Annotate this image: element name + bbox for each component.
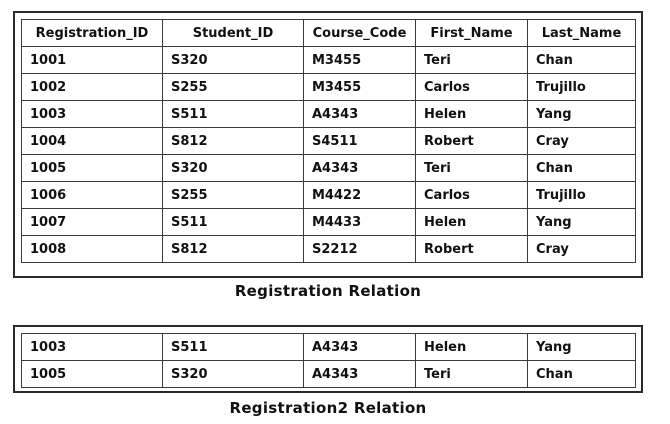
table-row	[22, 236, 636, 263]
cell-last-name: Chan	[528, 361, 636, 388]
column-header-first-name: First_Name	[416, 20, 528, 47]
cell-student-id: S255	[163, 74, 304, 101]
cell-student-id: S320	[163, 47, 304, 74]
cell-registration-id: 1005	[22, 155, 163, 182]
table-row	[22, 334, 636, 361]
cell-last-name: Chan	[528, 155, 636, 182]
registration2-relation-caption: Registration2 Relation	[229, 399, 427, 417]
cell-first-name: Robert	[416, 236, 528, 263]
cell-student-id: S511	[163, 334, 304, 361]
cell-registration-id: 1003	[22, 101, 163, 128]
cell-course-code: M3455	[304, 47, 416, 74]
cell-last-name: Yang	[528, 209, 636, 236]
cell-last-name: Trujillo	[528, 74, 636, 101]
cell-first-name: Helen	[416, 334, 528, 361]
registration-table-header	[22, 20, 636, 47]
cell-first-name: Carlos	[416, 74, 528, 101]
cell-registration-id: 1004	[22, 128, 163, 155]
cell-last-name: Chan	[528, 47, 636, 74]
cell-student-id: S812	[163, 128, 304, 155]
cell-student-id: S812	[163, 236, 304, 263]
cell-student-id: S255	[163, 182, 304, 209]
registration2-relation-frame	[13, 325, 643, 393]
cell-student-id: S511	[163, 209, 304, 236]
registration2-table-body	[22, 334, 636, 388]
table-row	[22, 47, 636, 74]
cell-student-id: S511	[163, 101, 304, 128]
cell-registration-id: 1008	[22, 236, 163, 263]
cell-first-name: Teri	[416, 47, 528, 74]
cell-last-name: Yang	[528, 334, 636, 361]
table-row	[22, 101, 636, 128]
cell-registration-id: 1002	[22, 74, 163, 101]
cell-course-code: A4343	[304, 101, 416, 128]
column-header-registration-id: Registration_ID	[22, 20, 163, 47]
cell-student-id: S320	[163, 155, 304, 182]
table-row	[22, 182, 636, 209]
registration2-table	[21, 333, 636, 388]
cell-course-code: S2212	[304, 236, 416, 263]
cell-registration-id: 1005	[22, 361, 163, 388]
cell-course-code: M4422	[304, 182, 416, 209]
registration-relation-caption: Registration Relation	[234, 282, 422, 300]
cell-student-id: S320	[163, 361, 304, 388]
cell-course-code: A4343	[304, 334, 416, 361]
cell-last-name: Cray	[528, 128, 636, 155]
table-row	[22, 128, 636, 155]
cell-first-name: Teri	[416, 361, 528, 388]
cell-last-name: Cray	[528, 236, 636, 263]
table-row	[22, 209, 636, 236]
table-row	[22, 361, 636, 388]
cell-last-name: Yang	[528, 101, 636, 128]
column-header-course-code: Course_Code	[304, 20, 416, 47]
cell-first-name: Teri	[416, 155, 528, 182]
table-row	[22, 74, 636, 101]
cell-course-code: M3455	[304, 74, 416, 101]
cell-registration-id: 1007	[22, 209, 163, 236]
cell-first-name: Helen	[416, 209, 528, 236]
registration-table-body	[22, 47, 636, 263]
registration-table	[21, 19, 636, 263]
cell-course-code: A4343	[304, 155, 416, 182]
column-header-student-id: Student_ID	[163, 20, 304, 47]
registration-relation-frame	[13, 11, 643, 278]
table-row	[22, 155, 636, 182]
cell-first-name: Helen	[416, 101, 528, 128]
cell-registration-id: 1001	[22, 47, 163, 74]
cell-first-name: Robert	[416, 128, 528, 155]
cell-last-name: Trujillo	[528, 182, 636, 209]
cell-first-name: Carlos	[416, 182, 528, 209]
cell-registration-id: 1006	[22, 182, 163, 209]
cell-course-code: S4511	[304, 128, 416, 155]
cell-registration-id: 1003	[22, 334, 163, 361]
header-row	[22, 20, 636, 47]
cell-course-code: A4343	[304, 361, 416, 388]
column-header-last-name: Last_Name	[528, 20, 636, 47]
cell-course-code: M4433	[304, 209, 416, 236]
